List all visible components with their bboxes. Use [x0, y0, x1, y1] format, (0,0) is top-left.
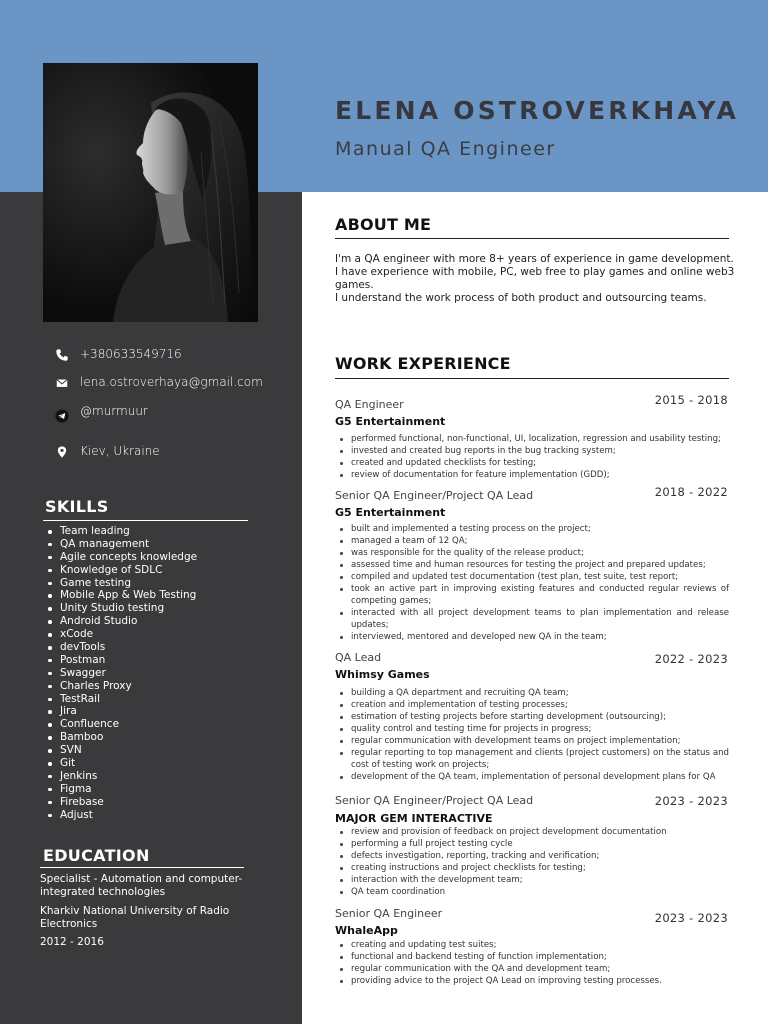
skill-item: Mobile App & Web Testing — [46, 589, 197, 602]
skill-item: devTools — [46, 641, 197, 654]
education-university: Kharkiv National University of Radio Electronics — [40, 905, 230, 930]
skill-item: SVN — [46, 744, 197, 757]
job-bullet: interacted with all project development teams to plan implementation and release updates; — [336, 607, 729, 631]
portrait-image — [43, 63, 258, 322]
skill-item: Postman — [46, 654, 197, 667]
skill-item: Android Studio — [46, 615, 197, 628]
skill-item: Bamboo — [46, 731, 197, 744]
skill-item: Agile concepts knowledge — [46, 551, 197, 564]
job-bullet: performing a full project testing cycle — [336, 838, 729, 850]
skill-item: Jira — [46, 705, 197, 718]
skill-item: Figma — [46, 783, 197, 796]
skill-item: Confluence — [46, 718, 197, 731]
job-title: QA Lead — [335, 651, 382, 664]
job-bullet: creating and updating test suites; — [336, 939, 729, 951]
job-bullet: building a QA department and recruiting QA team; — [336, 687, 729, 699]
job-bullet: built and implemented a testing process on the project; — [336, 523, 729, 535]
job-company: G5 Entertainment — [335, 415, 446, 428]
about-divider — [335, 238, 729, 239]
skill-item: Knowledge of SDLC — [46, 564, 197, 577]
job-bullet: interviewed, mentored and developed new QA in the team; — [336, 631, 729, 643]
job-role: Manual QA Engineer — [335, 138, 556, 160]
job-bullets — [336, 687, 729, 783]
job-title: Senior QA Engineer/Project QA Lead — [335, 489, 534, 502]
skill-item: Game testing — [46, 577, 197, 590]
job-bullet: review and provision of feedback on project development documentation — [336, 826, 729, 838]
job-bullet: took an active part in improving existing features and conducted regular reviews of competing games; — [336, 583, 729, 607]
job-dates: 2023 - 2023 — [654, 794, 728, 808]
about-line: I'm a QA engineer with more 8+ years of experience in game development. — [335, 253, 734, 265]
telegram-text[interactable]: @murmuur — [80, 404, 148, 418]
skill-item: Adjust — [46, 809, 197, 822]
job-bullet: compiled and updated test documentation (test plan, test suite, test report; — [336, 571, 729, 583]
job-dates: 2015 - 2018 — [654, 393, 728, 407]
job-bullet: was responsible for the quality of the release product; — [336, 547, 729, 559]
about-heading: ABOUT ME — [335, 215, 432, 234]
job-bullet: review of documentation for feature implementation (GDD); — [336, 469, 729, 481]
contact-phone — [52, 345, 182, 365]
skill-item: Charles Proxy — [46, 680, 197, 693]
skills-list — [46, 525, 197, 821]
job-bullet: created and updated checklists for testing; — [336, 457, 729, 469]
skill-item: TestRail — [46, 693, 197, 706]
profile-photo — [43, 63, 258, 322]
job-bullet: development of the QA team, implementation of personal development plans for QA — [336, 771, 729, 783]
job-bullet: QA team coordination — [336, 886, 729, 898]
job-company: Whimsy Games — [335, 668, 430, 681]
education-divider — [40, 867, 244, 868]
job-bullet: interaction with the development team; — [336, 874, 729, 886]
contact-location — [52, 442, 160, 462]
job-dates: 2023 - 2023 — [654, 911, 728, 925]
job-bullet: managed a team of 12 QA; — [336, 535, 729, 547]
skills-divider — [43, 520, 248, 521]
skill-item: Unity Studio testing — [46, 602, 197, 615]
job-bullet: estimation of testing projects before starting development (outsourcing); — [336, 711, 729, 723]
job-bullet: performed functional, non-functional, UI, localization, regression and usability testing; — [336, 433, 729, 445]
job-bullet: regular communication with development teams on project implementation; — [336, 735, 729, 747]
phone-text[interactable]: +380633549716 — [80, 347, 182, 361]
about-line: I understand the work process of both product and outsourcing teams. — [335, 292, 707, 304]
education-heading: EDUCATION — [43, 846, 150, 865]
skill-item: QA management — [46, 538, 197, 551]
job-bullets — [336, 939, 729, 987]
location-pin-icon — [52, 442, 72, 462]
job-bullet: invested and created bug reports in the bug tracking system; — [336, 445, 729, 457]
about-text — [335, 253, 735, 305]
skill-item: Firebase — [46, 796, 197, 809]
job-bullets — [336, 433, 729, 481]
education-specialty: Specialist - Automation and computer-integrated technologies — [40, 873, 243, 898]
location-text: Kiev, Ukraine — [80, 444, 160, 458]
phone-icon — [52, 345, 72, 365]
work-divider — [335, 378, 729, 379]
job-bullet: regular reporting to top management and clients (project customers) on the status and cost of testing work on projects; — [336, 747, 729, 771]
job-title: Senior QA Engineer/Project QA Lead — [335, 794, 534, 807]
telegram-icon — [52, 406, 72, 426]
contact-telegram — [52, 404, 148, 426]
about-line: I have experience with mobile, PC, web free to play games and online web3 games. — [335, 266, 735, 291]
job-dates: 2018 - 2022 — [654, 485, 728, 499]
job-title: Senior QA Engineer — [335, 907, 443, 920]
skill-item: Git — [46, 757, 197, 770]
skill-item: xCode — [46, 628, 197, 641]
work-heading: WORK EXPERIENCE — [335, 354, 511, 373]
skill-item: Team leading — [46, 525, 197, 538]
job-bullet: quality control and testing time for projects in progress; — [336, 723, 729, 735]
contact-email — [52, 373, 263, 393]
job-company: WhaleApp — [335, 924, 398, 937]
job-company: G5 Entertainment — [335, 506, 446, 519]
job-bullet: creation and implementation of testing processes; — [336, 699, 729, 711]
job-dates: 2022 - 2023 — [654, 652, 728, 666]
job-bullet: functional and backend testing of function implementation; — [336, 951, 729, 963]
email-icon — [52, 373, 72, 393]
job-bullet: creating instructions and project checklists for testing; — [336, 862, 729, 874]
full-name: ELENA OSTROVERKHAYA — [335, 96, 739, 125]
job-title: QA Engineer — [335, 398, 404, 411]
job-company: MAJOR GEM INTERACTIVE — [335, 812, 493, 825]
skills-heading: SKILLS — [45, 497, 109, 516]
education-years: 2012 - 2016 — [40, 936, 104, 948]
skill-item: Swagger — [46, 667, 197, 680]
job-bullets — [336, 523, 729, 643]
job-bullet: defects investigation, reporting, tracking and verification; — [336, 850, 729, 862]
job-bullet: providing advice to the project QA Lead on improving testing processes. — [336, 975, 729, 987]
email-text[interactable]: lena.ostroverhaya@gmail.com — [80, 375, 263, 389]
job-bullet: assessed time and human resources for testing the project and prepared updates; — [336, 559, 729, 571]
job-bullets — [336, 826, 729, 898]
job-bullet: regular communication with the QA and development team; — [336, 963, 729, 975]
skill-item: Jenkins — [46, 770, 197, 783]
